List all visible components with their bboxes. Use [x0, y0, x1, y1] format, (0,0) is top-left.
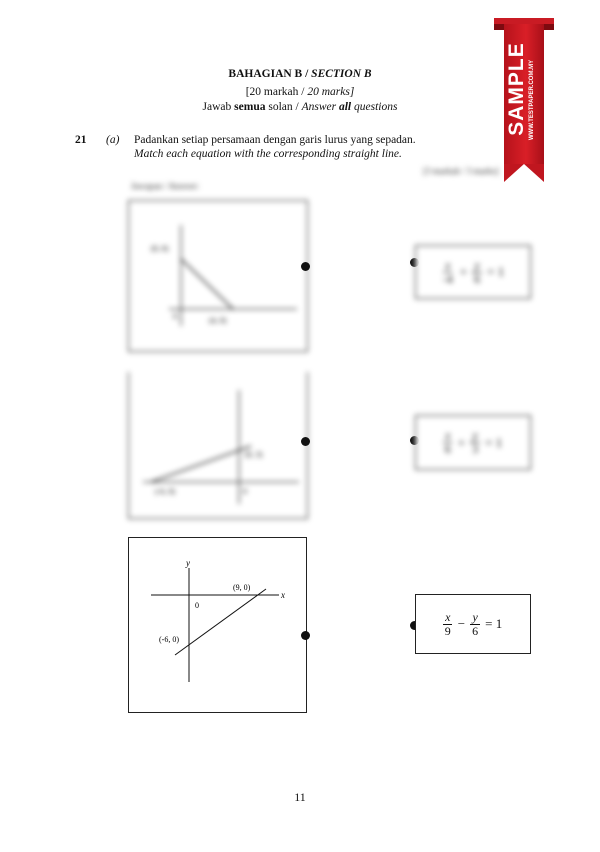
equation-2-a-den: 6 [444, 442, 451, 456]
graph-3-y-intercept-label: (-6, 0) [159, 635, 179, 644]
graph-1-line [181, 259, 233, 309]
graph-3-origin-label: 0 [195, 601, 199, 610]
equation-2-term-a [443, 429, 453, 456]
ribbon-tip [504, 164, 544, 182]
ribbon-url-text: WWW.TESTPAPER.COM.MY [529, 59, 535, 141]
equation-box-3 [415, 594, 531, 654]
marks-hint: [3 markah / 3 marks] [423, 166, 499, 176]
equation-1 [416, 246, 530, 298]
equation-3-b-num: y [472, 609, 478, 624]
graph-1-x-intercept-label: (4, 0) [209, 316, 227, 325]
instruction-pre: Jawab [202, 101, 232, 113]
question-text-ms: Padankan setiap persamaan dengan garis lurus yang sepadan. [134, 134, 416, 146]
equation-3-a-num: x [445, 609, 451, 624]
instruction-mid: solan / [268, 101, 299, 113]
sample-ribbon [500, 18, 550, 186]
graph-2-x-intercept-label: (-6, 0) [155, 487, 175, 496]
graph-1-y-intercept-label: (0, 6) [151, 244, 169, 253]
answer-hint: Jawapan / Answer: [131, 181, 199, 191]
instruction-bold: semua [234, 101, 266, 113]
section-heading-ms: BAHAGIAN B / [228, 68, 309, 80]
graph-3-y-axis-label: y [186, 558, 190, 568]
equation-1-term-a [441, 259, 455, 286]
instruction-en-post: questions [353, 101, 398, 113]
graph-1-plot [129, 201, 307, 351]
graph-2-line [151, 446, 251, 482]
graph-2-origin-label: 0 [243, 487, 247, 496]
equation-1-rhs: = 1 [487, 264, 505, 279]
instruction-en-bold: all [338, 101, 352, 113]
equation-2-b-num: y [472, 428, 478, 442]
equation-2-b-den: 3 [472, 442, 479, 456]
equation-3 [416, 595, 530, 653]
equation-2-a-num: x [445, 428, 451, 442]
equation-box-2 [415, 415, 531, 470]
equation-1-b-num: y [474, 257, 480, 272]
equation-3-b-den: 6 [472, 623, 479, 638]
graph-3-connector-dot[interactable] [301, 631, 310, 640]
graph-1-origin-label: 0 [173, 312, 177, 321]
section-marks-ms: [20 markah / [245, 86, 305, 98]
equation-2-operator: + [457, 434, 466, 450]
question-number: 21 [75, 134, 87, 146]
graph-box-2 [128, 372, 308, 519]
equation-2 [416, 416, 530, 469]
question-text-en: Match each equation with the corresponding straight line. [134, 148, 402, 160]
ribbon-sample-text: SAMPLE [505, 42, 528, 136]
equation-3-term-b [470, 611, 480, 638]
graph-box-1 [128, 200, 308, 352]
equation-3-rhs: = 1 [485, 616, 503, 631]
equation-1-term-b [472, 259, 482, 286]
ribbon-fold-right [544, 24, 554, 30]
graph-2-y-intercept-label: (0, 3) [245, 450, 263, 459]
question-part: (a) [106, 134, 120, 146]
ribbon-fold-left [494, 24, 504, 30]
equation-1-a-den: -4 [442, 271, 453, 286]
equation-box-1 [415, 245, 531, 299]
graph-3-x-axis-label: x [281, 590, 285, 600]
equation-1-a-num: x [445, 257, 451, 272]
graph-box-3 [128, 537, 307, 713]
graph-1-connector-dot[interactable] [301, 262, 310, 271]
instruction-en-pre: Answer [301, 101, 337, 113]
equation-1-b-den: 6 [474, 271, 481, 286]
page-number: 11 [294, 790, 306, 804]
equation-3-term-a [443, 611, 453, 638]
graph-2-plot [129, 372, 307, 518]
equation-3-a-den: 9 [444, 623, 451, 638]
equation-2-term-b [470, 429, 480, 456]
equation-2-rhs: = 1 [485, 434, 503, 450]
equation-3-operator: − [457, 616, 466, 631]
equation-1-operator: + [459, 264, 468, 279]
graph-3-plot [129, 538, 306, 712]
section-heading-en: SECTION B [311, 68, 372, 80]
graph-2-connector-dot[interactable] [301, 437, 310, 446]
section-marks-en: 20 marks] [307, 86, 355, 98]
graph-3-x-intercept-label: (9, 0) [233, 583, 251, 592]
